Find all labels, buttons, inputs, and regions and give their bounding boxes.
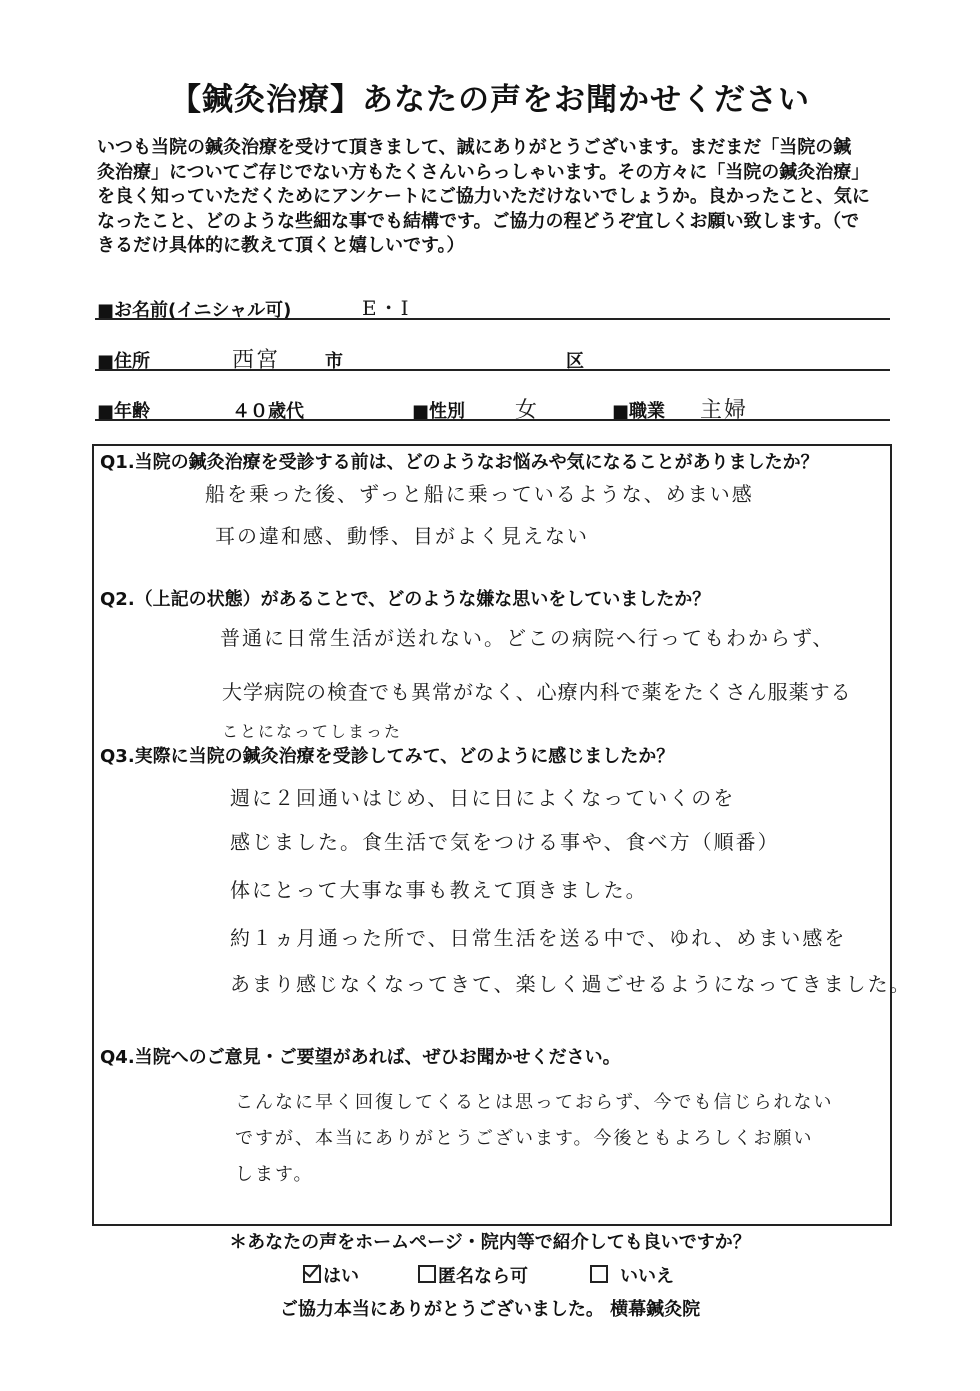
answer-3-line: あまり感じなくなってきて、楽しく過ごせるようになってきました。 [230, 972, 912, 996]
answer-2-line: 普通に日常生活が送れない。どこの病院へ行ってもわからず、 [220, 626, 835, 650]
intro-paragraph [97, 136, 897, 259]
answer-4-line: こんなに早く回復してくるとは思っておらず、今でも信じられない [235, 1092, 834, 1113]
name-label: ■お名前(イニシャル可) [97, 300, 292, 321]
answer-2-line: ことになってしまった [222, 722, 403, 741]
answer-3-line: 週に２回通いはじめ、日に日によくなっていくのを [230, 786, 736, 810]
question-3: Q3.実際に当院の鍼灸治療を受診してみて、どのように感じましたか？ [100, 746, 675, 767]
question-4: Q4.当院へのご意見・ご要望があれば、ぜひお聞かせください。 [100, 1047, 621, 1068]
gender-label: ■性別 [412, 401, 466, 422]
age-label: ■年齢 [97, 401, 151, 422]
intro-line: きるだけ具体的に教えて頂くと嬉しいです。） [97, 235, 465, 256]
checkbox-checked-icon[interactable] [303, 1265, 321, 1283]
intro-line: いつも当院の鍼灸治療を受けて頂きまして、誠にありがとうございます。まだまだ「当院の鍼 [97, 137, 852, 158]
checkbox-icon[interactable] [418, 1265, 436, 1283]
answer-3-line: 約１ヵ月通った所で、日常生活を送る中で、ゆれ、めまい感を [230, 926, 847, 950]
question-1: Q1.当院の鍼灸治療を受診する前は、どのようなお悩みや気になることがありましたか？ [100, 452, 819, 473]
answer-4-line: ですが、本当にありがとうございます。今後ともよろしくお願い [235, 1128, 814, 1149]
intro-line: を良く知っていただくためにアンケートにご協力いただけないでしょうか。良かったこと、気に [97, 186, 870, 207]
footer-thanks: ご協力本当にありがとうございました。 横幕鍼灸院 [279, 1299, 701, 1320]
address-underline [95, 369, 890, 371]
consent-option-no[interactable] [590, 1262, 674, 1288]
job-value: 主婦 [700, 398, 749, 423]
question-2: Q2.（上記の状態）があることで、どのような嫌な思いをしていましたか？ [100, 589, 711, 610]
answer-1-line: 耳の違和感、動悸、目がよく見えない [215, 524, 589, 548]
age-value: ４０歳代 [232, 401, 304, 422]
name-underline [95, 318, 890, 320]
job-label: ■職業 [612, 401, 666, 422]
intro-line: 灸治療」についてご存じでない方もたくさんいらっしゃいます。その方々に「当院の鍼灸治療」 [97, 161, 870, 183]
consent-option-label: はい [323, 1266, 359, 1287]
city-suffix: 市 [325, 351, 343, 372]
answer-1-line: 船を乗った後、ずっと船に乗っているような、めまい感 [205, 482, 754, 506]
answer-3-line: 感じました。食生活で気をつける事や、食べ方（順番） [230, 830, 780, 854]
profile-underline [95, 419, 890, 421]
consent-option-label: いいえ [620, 1266, 674, 1287]
checkbox-icon[interactable] [590, 1265, 608, 1283]
name-value: E・I [362, 296, 411, 320]
consent-option-anonymous[interactable] [418, 1262, 528, 1288]
consent-option-label: 匿名なら可 [438, 1266, 528, 1287]
gender-value: 女 [515, 398, 540, 423]
consent-option-yes[interactable] [303, 1262, 359, 1288]
intro-line: なったこと、どのような些細な事でも結構です。ご協力の程どうぞ宜しくお願い致します。（で [97, 210, 860, 232]
ward-suffix: 区 [566, 351, 584, 372]
page-title: 【鍼灸治療】あなたの声をお聞かせください [170, 82, 810, 118]
address-label: ■住所 [97, 351, 151, 372]
answer-3-line: 体にとって大事な事も教えて頂きました。 [230, 878, 648, 902]
answer-4-line: します。 [235, 1164, 314, 1185]
city-value: 西宮 [232, 348, 281, 373]
consent-question: ＊あなたの声をホームページ・院内等で紹介しても良いですか？ [229, 1232, 751, 1253]
answer-2-line: 大学病院の検査でも異常がなく、心療内科で薬をたくさん服薬する [222, 680, 852, 704]
